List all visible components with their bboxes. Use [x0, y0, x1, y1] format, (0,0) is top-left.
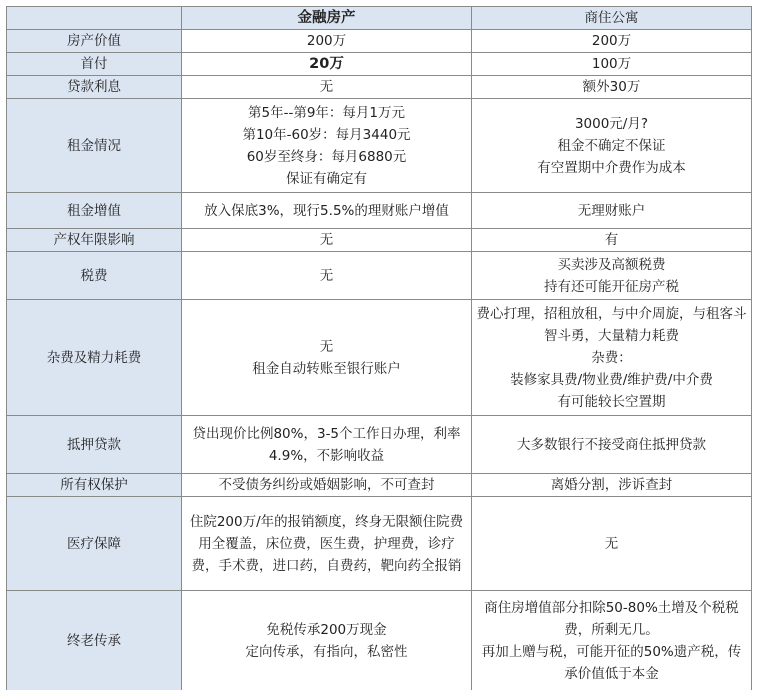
table-row: [7, 193, 752, 229]
commercial-apartment-value: 3000元/月? 租金不确定不保证 有空置期中介费作为成本: [472, 99, 752, 193]
row-label: 所有权保护: [7, 474, 182, 497]
row-label: 抵押贷款: [7, 416, 182, 474]
column-header-financial-property: 金融房产: [182, 7, 472, 30]
table-row: [7, 30, 752, 53]
financial-property-value: 无 租金自动转账至银行账户: [182, 300, 472, 416]
financial-property-value: 无: [182, 252, 472, 300]
commercial-apartment-value: 无: [472, 497, 752, 591]
row-label: 房产价值: [7, 30, 182, 53]
header-row: [7, 7, 752, 30]
commercial-apartment-value: 100万: [472, 53, 752, 76]
financial-property-value: 无: [182, 229, 472, 252]
financial-property-value: 住院200万/年的报销额度，终身无限额住院费用全覆盖，床位费，医生费，护理费，诊疗费，手术费，进口药，自费药，靶向药全报销: [182, 497, 472, 591]
row-label: 终老传承: [7, 591, 182, 690]
comparison-table: [6, 6, 752, 690]
table-row: [7, 300, 752, 416]
commercial-apartment-value: 商住房增值部分扣除50-80%土增及个税税费，所剩无几。 再加上赠与税，可能开征的50%遗产税，传承价值低于本金: [472, 591, 752, 690]
commercial-apartment-value: 大多数银行不接受商住抵押贷款: [472, 416, 752, 474]
financial-property-value: 20万: [182, 53, 472, 76]
column-header-commercial-apartment: 商住公寓: [472, 7, 752, 30]
commercial-apartment-value: 有: [472, 229, 752, 252]
row-label: 租金情况: [7, 99, 182, 193]
row-label: 税费: [7, 252, 182, 300]
row-label: 租金增值: [7, 193, 182, 229]
financial-property-value: 第5年--第9年：每月1万元 第10年-60岁：每月3440元 60岁至终身：每月6880元 保证有确定有: [182, 99, 472, 193]
commercial-apartment-value: 无理财账户: [472, 193, 752, 229]
table-row: [7, 497, 752, 591]
row-label: 首付: [7, 53, 182, 76]
commercial-apartment-value: 200万: [472, 30, 752, 53]
row-label: 贷款利息: [7, 76, 182, 99]
table-row: [7, 99, 752, 193]
commercial-apartment-value: 额外30万: [472, 76, 752, 99]
row-label: 杂费及精力耗费: [7, 300, 182, 416]
financial-property-value: 免税传承200万现金 定向传承，有指向，私密性: [182, 591, 472, 690]
corner-cell: [7, 7, 182, 30]
commercial-apartment-value: 离婚分割，涉诉查封: [472, 474, 752, 497]
row-label: 医疗保障: [7, 497, 182, 591]
table-row: [7, 474, 752, 497]
financial-property-value: 不受债务纠纷或婚姻影响，不可查封: [182, 474, 472, 497]
table-row: [7, 76, 752, 99]
row-label: 产权年限影响: [7, 229, 182, 252]
table-row: [7, 591, 752, 690]
financial-property-value: 放入保底3%，现行5.5%的理财账户增值: [182, 193, 472, 229]
commercial-apartment-value: 买卖涉及高额税费 持有还可能开征房产税: [472, 252, 752, 300]
financial-property-value: 无: [182, 76, 472, 99]
table-row: [7, 252, 752, 300]
table-row: [7, 53, 752, 76]
commercial-apartment-value: 费心打理，招租放租，与中介周旋，与租客斗智斗勇，大量精力耗费 杂费： 装修家具费/物业费/维护费/中介费 有可能较长空置期: [472, 300, 752, 416]
financial-property-value: 200万: [182, 30, 472, 53]
table-row: [7, 416, 752, 474]
financial-property-value: 贷出现价比例80%，3-5个工作日办理，利率4.9%，不影响收益: [182, 416, 472, 474]
table-row: [7, 229, 752, 252]
